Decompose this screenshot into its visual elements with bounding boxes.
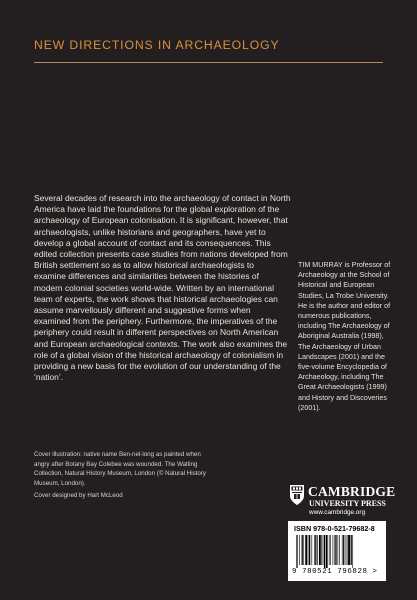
blurb-line: Several decades of research into the archaeology of contact in North: [34, 193, 291, 203]
blurb-line: and European archaeological contexts. The work also examines the: [34, 338, 288, 349]
bio-line: Archaeology at the School of: [298, 271, 390, 280]
bio-line: five-volume Encyclopedia of: [298, 363, 387, 372]
bio-line: Archaeology, including The: [298, 373, 384, 382]
blurb-line: periphery could result in different perspectives on North American: [34, 327, 279, 338]
blurb-line: examined from the periphery. Furthermore, the imperatives of the: [34, 316, 278, 327]
bio-line: TIM MURRAY is Professor of: [298, 261, 391, 269]
cambridge-crest-icon: [289, 484, 305, 506]
blurb-line: develop a global account of contact and its consequences. This: [34, 237, 271, 248]
blurb-line: edited collection presents case studies from nations developed from: [34, 249, 288, 260]
bio-line: Aboriginal Australia (1998),: [298, 332, 384, 341]
credit-line: angry after Botany Bay Colebee was wounded. The Watling: [34, 460, 198, 468]
blurb-line: archaeologists, unlike historians and geographers, have yet to: [34, 226, 266, 237]
series-title: NEW DIRECTIONS IN ARCHAEOLOGY: [34, 38, 280, 52]
blurb-line: providing a new basis for the evolution of our understanding of the: [34, 361, 281, 372]
bio-line: numerous publications,: [298, 312, 372, 321]
cover-credit: [34, 450, 274, 488]
publisher-url[interactable]: www.cambridge.org: [309, 509, 366, 516]
blurb-line: British settlement so as to allow historical archaeologists to: [34, 260, 254, 271]
bio-line: including The Archaeology of: [298, 322, 390, 331]
barcode-number: 9 780521 796828 >: [292, 568, 378, 576]
credit-line: Cover illustration: native name Ben-nel-long as painted when: [34, 451, 201, 458]
blurb-line: team of experts, the work shows that historical archaeologies can: [34, 293, 278, 304]
bio-line: The Archaeology of Urban: [298, 342, 381, 351]
bio-line: Landscapes (2001) and the: [298, 352, 385, 361]
barcode-icon: [294, 535, 380, 568]
bio-line: Studies, La Trobe University.: [298, 291, 389, 300]
bio-line: (2001).: [298, 403, 321, 412]
blurb-line: examine differences and similarities between the histories of: [34, 271, 259, 282]
blurb-line: role of a global vision of the historical archaeology of colonialism in: [34, 349, 284, 360]
author-bio: [298, 260, 398, 413]
blurb: [34, 193, 291, 383]
blurb-line: modern colonial societies world-wide. Written by an international: [34, 282, 274, 293]
blurb-line: archaeology of European colonisation. It is significant, however, that: [34, 215, 288, 226]
bio-line: He is the author and editor of: [298, 301, 391, 310]
series-rule: [34, 62, 383, 63]
blurb-line: America have laid the foundations for the global exploration of the: [34, 204, 280, 215]
publisher-name: CAMBRIDGE: [308, 484, 396, 499]
blurb-line: ‘nation’.: [34, 372, 64, 383]
barcode-panel: [288, 521, 386, 581]
publisher-subtitle: UNIVERSITY PRESS: [309, 499, 386, 508]
bio-line: Historical and European: [298, 281, 375, 290]
credit-line: Museum, London).: [34, 479, 86, 487]
credit-line: Collection, Natural History Museum, London (© Natural History: [34, 470, 207, 477]
cover-designer: Cover designed by Hart McLeod: [34, 492, 123, 499]
bio-line: Great Archaeologists (1999): [298, 383, 387, 392]
isbn-text: ISBN 978-0-521-79682-8: [294, 524, 375, 533]
blurb-line: assume marvellously different and suggestive forms when: [34, 305, 251, 316]
bio-line: and History and Discoveries: [298, 393, 387, 402]
